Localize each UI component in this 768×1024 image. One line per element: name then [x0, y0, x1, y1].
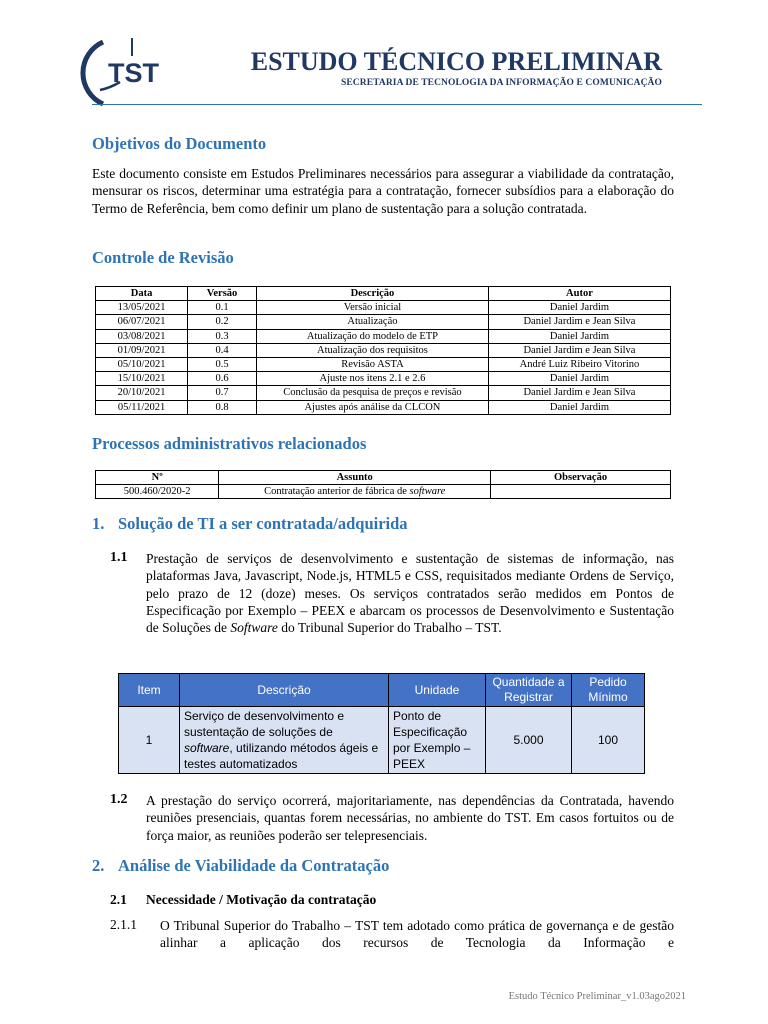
item-1-2-text: A prestação do serviço ocorrerá, majoritariamente, nas dependências da Contratada, havendo reuniões presenciais, quantas forem necessárias, no ambiente do TST. Em casos fortuitos ou de força maior, as reuniões poderão ser telepresenciais.	[146, 793, 674, 843]
description-text-b: , utilizando métodos ágeis e testes automatizados	[184, 741, 379, 771]
cell-description: Ajustes após análise da CLCON	[256, 400, 488, 414]
cell-author: André Luiz Ribeiro Vitorino	[488, 357, 670, 371]
table-row	[96, 343, 671, 357]
subject-italic: software	[409, 486, 446, 498]
section-number: 2.	[92, 856, 105, 875]
cell-date: 01/09/2021	[96, 343, 188, 357]
column-header: Item	[119, 674, 180, 707]
cell-subject	[219, 485, 491, 499]
table-row	[96, 357, 671, 371]
item-1-2-number: 1.2	[110, 792, 128, 807]
table-header-row	[96, 471, 671, 485]
cell-version: 0.1	[188, 301, 257, 315]
column-header: Data	[96, 287, 188, 301]
subsection-2-1-1-number: 2.1.1	[110, 917, 137, 932]
cell-minimum-order: 100	[572, 707, 645, 774]
cell-date: 03/08/2021	[96, 329, 188, 343]
revision-table	[95, 286, 671, 415]
cell-date: 15/10/2021	[96, 372, 188, 386]
cell-description: Atualização do modelo de ETP	[256, 329, 488, 343]
table-row	[119, 707, 645, 774]
cell-author: Daniel Jardim	[488, 301, 670, 315]
logo-text: TST	[108, 58, 159, 88]
cell-version: 0.3	[188, 329, 257, 343]
table-row	[96, 372, 671, 386]
cell-quantity: 5.000	[486, 707, 572, 774]
cell-author: Daniel Jardim e Jean Silva	[488, 343, 670, 357]
item-1-1-number: 1.1	[110, 550, 128, 565]
cell-version: 0.5	[188, 357, 257, 371]
description-text-a: Serviço de desenvolvimento e sustentação de soluções de	[184, 709, 345, 739]
table-header-row	[119, 674, 645, 707]
revisao-heading: Controle de Revisão	[92, 248, 234, 267]
cell-description: Atualização dos requisitos	[256, 343, 488, 357]
document-title: ESTUDO TÉCNICO PRELIMINAR	[250, 47, 662, 76]
cell-author: Daniel Jardim e Jean Silva	[488, 386, 670, 400]
cell-description: Atualização	[256, 315, 488, 329]
table-row	[96, 329, 671, 343]
column-header: Nº	[96, 471, 219, 485]
objetivos-text: Este documento consiste em Estudos Preliminares necessários para assegurar a viabilidade da contratação, mensurar os riscos, determinar uma estratégia para a contratação, fornecer subsídios para a elaboração do Termo de Referência, bem como definir um plano de sustentação para a solução contratada.	[92, 166, 674, 216]
description-italic: software	[184, 741, 230, 755]
cell-author: Daniel Jardim	[488, 400, 670, 414]
cell-version: 0.2	[188, 315, 257, 329]
subsection-2-1-heading: Necessidade / Motivação da contratação	[146, 892, 377, 907]
column-header: Unidade	[389, 674, 486, 707]
cell-description: Versão inicial	[256, 301, 488, 315]
cell-item: 1	[119, 707, 180, 774]
cell-description: Revisão ASTA	[256, 357, 488, 371]
cell-observation	[491, 485, 671, 499]
column-header: Quantidade a Registrar	[486, 674, 572, 707]
column-header: Descrição	[256, 287, 488, 301]
objetivos-heading: Objetivos do Documento	[92, 134, 267, 153]
page-footer: Estudo Técnico Preliminar_v1.03ago2021	[508, 991, 686, 1002]
cell-version: 0.6	[188, 372, 257, 386]
table-row	[96, 301, 671, 315]
table-row	[96, 315, 671, 329]
cell-process-number: 500.460/2020-2	[96, 485, 219, 499]
column-header: Observação	[491, 471, 671, 485]
column-header: Pedido Mínimo	[572, 674, 645, 707]
items-table	[118, 673, 645, 774]
subsection-2-1-1-text: O Tribunal Superior do Trabalho – TST tem adotado como prática de governança e de gestão alinhar a aplicação dos recursos de Tecnologia da Informação e	[160, 918, 674, 951]
table-row	[96, 485, 671, 499]
processos-table	[95, 470, 671, 499]
item-1-1-text-a: Prestação de serviços de desenvolvimento e sustentação de sistemas de informação, nas plataformas Java, Javascript, Node.js, HTML5 e CSS, requisitados mediante Ordens de Serviço, pelo prazo de 12 (doze) meses. Os serviços contratados serão medidos em Pontos de Especificação por Exemplo – PEEX e abarcam os processos de Desenvolvimento e Sustentação de Soluções de	[146, 551, 674, 636]
column-header: Descrição	[180, 674, 389, 707]
cell-date: 06/07/2021	[96, 315, 188, 329]
cell-version: 0.7	[188, 386, 257, 400]
cell-version: 0.8	[188, 400, 257, 414]
item-1-1-text	[146, 550, 674, 636]
cell-description: Ajuste nos itens 2.1 e 2.6	[256, 372, 488, 386]
table-row	[96, 400, 671, 414]
cell-unit: Ponto de Especificação por Exemplo – PEEX	[389, 707, 486, 774]
section-2-heading	[92, 856, 389, 876]
column-header: Assunto	[219, 471, 491, 485]
cell-author: Daniel Jardim	[488, 372, 670, 386]
cell-date: 13/05/2021	[96, 301, 188, 315]
cell-description	[180, 707, 389, 774]
cell-version: 0.4	[188, 343, 257, 357]
header-divider	[92, 104, 702, 105]
cell-description: Conclusão da pesquisa de preços e revisão	[256, 386, 488, 400]
section-number: 1.	[92, 514, 105, 533]
cell-author: Daniel Jardim e Jean Silva	[488, 315, 670, 329]
table-row	[96, 386, 671, 400]
cell-author: Daniel Jardim	[488, 329, 670, 343]
column-header: Versão	[188, 287, 257, 301]
section-title: Solução de TI a ser contratada/adquirida	[118, 514, 408, 533]
section-1-heading	[92, 514, 408, 534]
cell-date: 05/11/2021	[96, 400, 188, 414]
subsection-2-1-number: 2.1	[110, 892, 127, 907]
processos-heading: Processos administrativos relacionados	[92, 434, 367, 453]
document-subtitle: SECRETARIA DE TECNOLOGIA DA INFORMAÇÃO E COMUNICAÇÃO	[340, 78, 662, 88]
column-header: Autor	[488, 287, 670, 301]
item-1-1-text-b: do Tribunal Superior do Trabalho – TST.	[277, 620, 502, 636]
cell-date: 20/10/2021	[96, 386, 188, 400]
item-1-1-italic: Software	[230, 620, 278, 636]
cell-date: 05/10/2021	[96, 357, 188, 371]
table-header-row	[96, 287, 671, 301]
subject-text: Contratação anterior de fábrica de	[264, 486, 410, 498]
section-title: Análise de Viabilidade da Contratação	[118, 856, 390, 875]
